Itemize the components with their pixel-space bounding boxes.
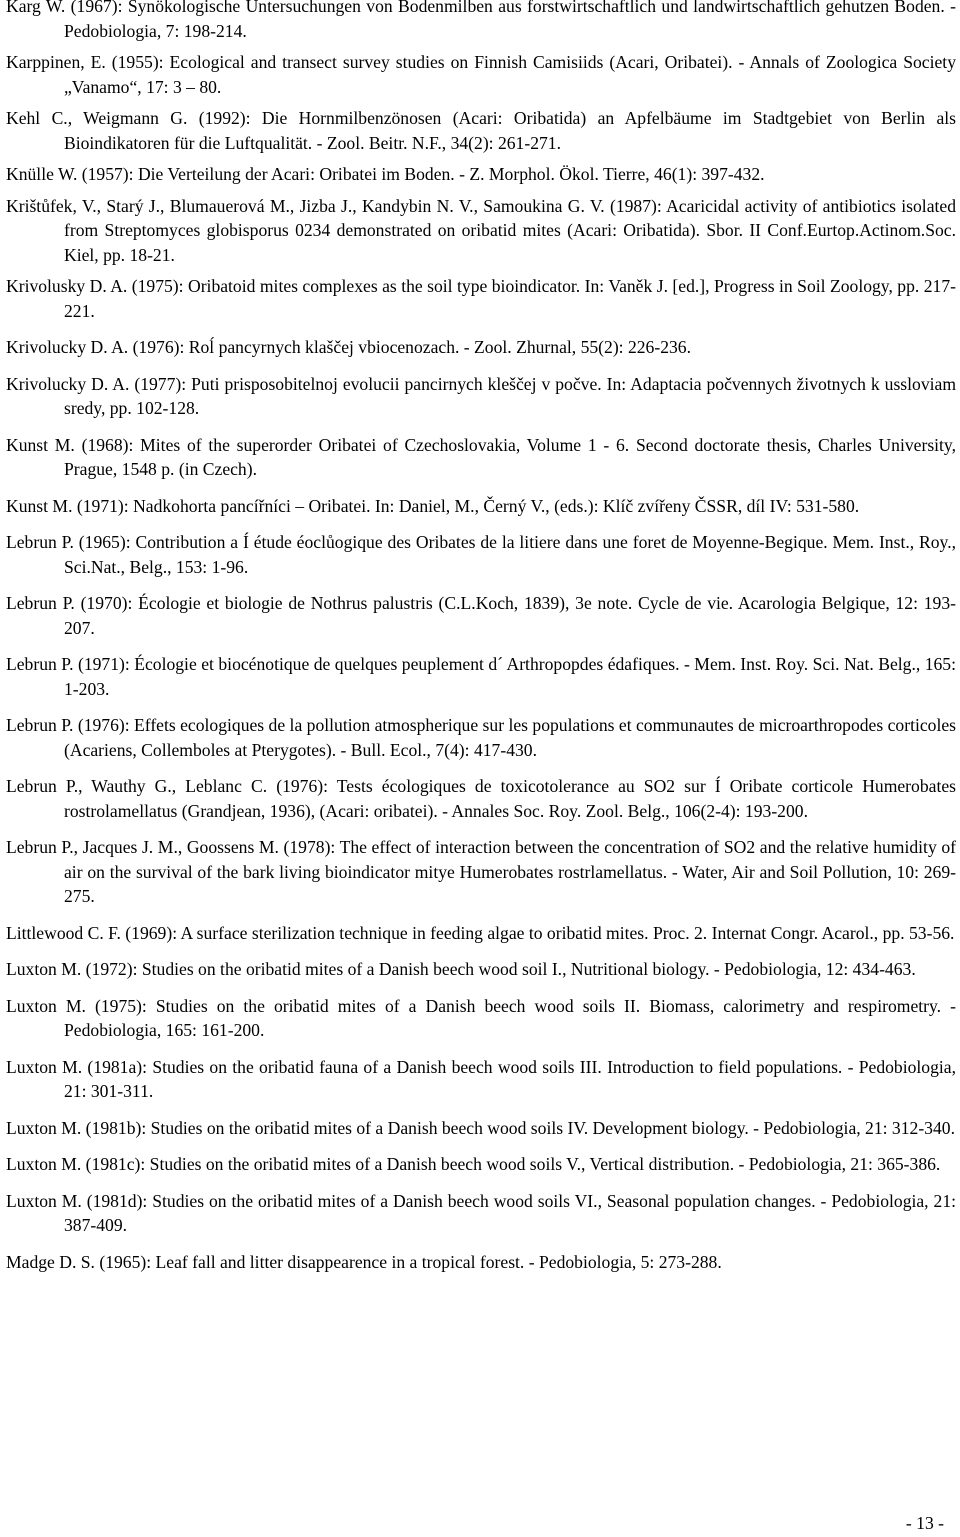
reference-entry: Lebrun P., Wauthy G., Leblanc C. (1976): Tests écologiques de toxicotolerance au SO2 sur Í Oribate corticole Humerobates rostrolamellatus (Grandjean, 1936), (Acari: oribatei). - Annales Soc. Roy. Zool. Belg., 106(2-4): 193-200. [6,776,956,821]
reference-entry: Luxton M. (1972): Studies on the oribatid mites of a Danish beech wood soil I., Nutritional biology. - Pedobiologia, 12: 434-463. [6,959,916,979]
reference-entry: Lebrun P. (1971): Écologie et biocénotique de quelques peuplement d´ Arthropopdes édafiques. - Mem. Inst. Roy. Sci. Nat. Belg., 165: 1-203. [6,654,956,699]
page-number: - 13 - [905,1513,944,1533]
reference-entry: Lebrun P. (1976): Effets ecologiques de la pollution atmospherique sur les populations et communautes de microarthropodes corticoles (Acariens, Collemboles at Pterygotes). - Bull. Ecol., 7(4): 417-430. [6,715,957,760]
reference-entry: Luxton M. (1975): Studies on the oribatid mites of a Danish beech wood soils II. Biomass, calorimetry and respirometry. - Pedobiologia, 165: 161-200. [6,995,956,1040]
reference-entry: Krivolucky D. A. (1977): Puti prisposobitelnoj evolucii pancirnych kleščej v počve. In: Adaptacia počvennych životnych k ussloviam sredy, pp. 102-128. [6,373,956,418]
reference-entry: Kunst M. (1968): Mites of the superorder Oribatei of Czechoslovakia, Volume 1 - 6. Second doctorate thesis, Charles University, Prague, 1548 p. (in Czech). [6,434,956,479]
reference-entry: Karppinen, E. (1955): Ecological and transect survey studies on Finnish Camisiids (Acari, Oribatei). - Annals of Zoologica Society „Vanamo“, 17: 3 – 80. [6,52,956,97]
reference-entry: Krištůfek, V., Starý J., Blumauerová M., Jizba J., Kandybin N. V., Samoukina G. V. (1987): Acaricidal activity of antibiotics isolated from Streptomyces globisporus 0234 demonstrated on oribatid mites (Acari: Oribatida). Sbor. II Conf.Eurtop.Actinom.Soc. Kiel, pp. 18-21. [6,195,956,265]
reference-entry: Luxton M. (1981b): Studies on the oribatid mites of a Danish beech wood soils IV. Development biology. - Pedobiologia, 21: 312-340. [6,1117,955,1138]
reference-entry: Lebrun P. (1970): Écologie et biologie de Nothrus palustris (C.L.Koch, 1839), 3e note. Cycle de vie. Acarologia Belgique, 12: 193-207. [6,593,956,638]
reference-entry: Karg W. (1967): Synökologische Untersuchungen von Bodenmilben aus forstwirtschaftlich und landwirtschaftlich gehutzen Boden. - Pedobiologia, 7: 198-214. [6,0,956,41]
reference-entry: Lebrun P., Jacques J. M., Goossens M. (1978): The effect of interaction between the concentration of SO2 and the relative humidity of air on the survival of the bark living bioindicator mitye Humerobates rostrlamellatus. - Water, Air and Soil Pollution, 10: 269-275. [6,837,956,906]
reference-entry: Luxton M. (1981c): Studies on the oribatid mites of a Danish beech wood soils V., Vertical distribution. - Pedobiologia, 21: 365-386. [6,1154,941,1174]
reference-entry: Krivolusky D. A. (1975): Oribatoid mites complexes as the soil type bioindicator. In: Vaněk J. [ed.], Progress in Soil Zoology, pp. 217-221. [6,276,956,321]
reference-entry: Littlewood C. F. (1969): A surface sterilization technique in feeding algae to oribatid mites. Proc. 2. Internat Congr. Acarol., pp. 53-56. [6,922,955,943]
reference-entry: Krivolucky D. A. (1976): Roĺ pancyrnych klaščej vbiocenozach. - Zool. Zhurnal, 55(2): 226-236. [6,337,692,357]
reference-entry: Knülle W. (1957): Die Verteilung der Acari: Oribatei im Boden. - Z. Morphol. Ökol. Tierre, 46(1): 397-432. [6,164,765,184]
reference-entry: Lebrun P. (1965): Contribution a Í étude éoclůogique des Oribates de la litiere dans une foret de Moyenne-Begique. Mem. Inst., Roy., Sci.Nat., Belg., 153: 1-96. [6,532,956,577]
reference-entry: Luxton M. (1981d): Studies on the oribatid mites of a Danish beech wood soils VI., Seasonal population changes. - Pedobiologia, 21: 387-409. [6,1190,956,1235]
reference-entry: Madge D. S. (1965): Leaf fall and litter disappearence in a tropical forest. - Pedobiologia, 5: 273-288. [6,1251,722,1272]
reference-list [6,0,956,1286]
reference-entry: Kehl C., Weigmann G. (1992): Die Hornmilbenzönosen (Acari: Oribatida) an Apfelbäume im Stadtgebiet von Berlin als Bioindikatoren für die Luftqualität. - Zool. Beitr. N.F., 34(2): 261-271. [6,108,956,153]
reference-entry: Luxton M. (1981a): Studies on the oribatid fauna of a Danish beech wood soils III. Introduction to field populations. - Pedobiologia, 21: 301-311. [6,1056,956,1101]
reference-entry: Kunst M. (1971): Nadkohorta pancířníci – Oribatei. In: Daniel, M., Černý V., (eds.): Klíč zvířeny ČSSR, díl IV: 531-580. [6,495,860,516]
